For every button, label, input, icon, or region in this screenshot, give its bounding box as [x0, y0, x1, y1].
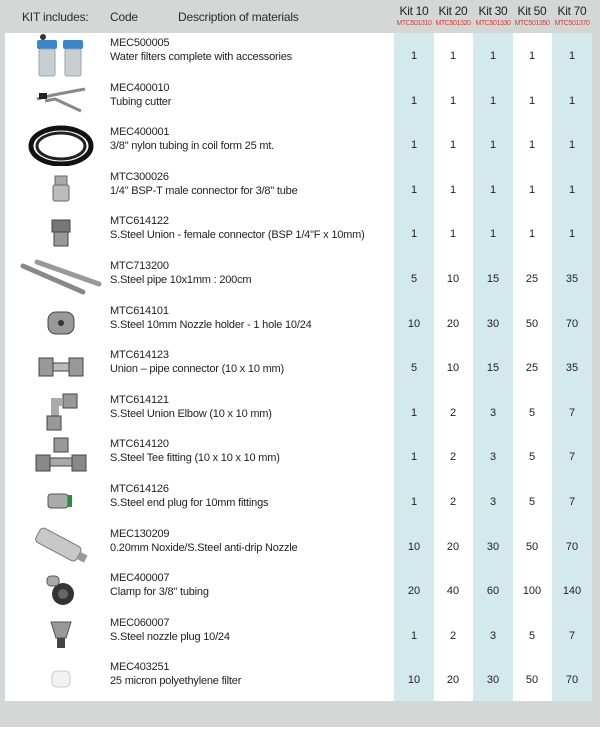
qty-kit-kit-70: 140	[562, 585, 582, 598]
qty-kit-kit-20: 2	[449, 496, 457, 508]
item-description: 0.20mm Noxide/S.Steel anti-drip Nozzle	[110, 541, 298, 554]
item-description: Water filters complete with accessories	[110, 51, 292, 63]
qty-kit-kit-10: 20	[407, 585, 421, 598]
kit-includes-header: KIT includes:	[22, 10, 89, 24]
qty-kit-kit-50: 25	[525, 273, 539, 285]
qty-kit-kit-30: 1	[489, 50, 497, 62]
item-code: MEC400007	[110, 572, 170, 585]
item-description: S.Steel 10mm Nozzle holder - 1 hole 10/24	[110, 318, 312, 331]
qty-kit-kit-70: 1	[568, 183, 576, 196]
item-code: MTC614120	[110, 438, 169, 451]
qty-kit-kit-20: 1	[449, 139, 457, 152]
item-code: MEC400001	[110, 126, 170, 139]
qty-kit-kit-10: 1	[410, 451, 418, 464]
qty-kit-kit-20: 10	[446, 273, 460, 285]
qty-kit-kit-30: 15	[486, 362, 500, 375]
kit-70-header: Kit 70	[557, 4, 587, 18]
qty-kit-kit-10: 5	[410, 273, 418, 285]
qty-kit-kit-30: 3	[489, 496, 497, 508]
qty-kit-kit-30: 3	[489, 451, 497, 464]
polyethylene-filter-icon	[13, 657, 109, 701]
qty-kit-kit-10: 1	[410, 629, 418, 642]
male-connector-icon	[13, 167, 109, 211]
table-row	[5, 524, 592, 569]
table-row	[5, 434, 592, 479]
qty-kit-kit-50: 1	[528, 183, 536, 196]
item-description: Tubing cutter	[110, 95, 172, 108]
qty-kit-kit-20: 1	[449, 50, 457, 62]
item-code: MTC614122	[110, 215, 169, 228]
kit-10-code: MTC501310	[396, 20, 432, 27]
item-code: MTC300026	[110, 170, 169, 183]
qty-kit-kit-70: 1	[568, 94, 576, 107]
qty-kit-kit-50: 50	[525, 540, 539, 553]
description-header: Description of materials	[178, 10, 299, 24]
qty-kit-kit-30: 60	[486, 585, 500, 598]
union-elbow-icon	[13, 390, 109, 434]
anti-drip-nozzle-icon	[13, 524, 109, 568]
kit-20-header: Kit 20	[438, 4, 468, 18]
steel-pipe-icon	[13, 256, 109, 300]
table-row	[5, 122, 592, 167]
item-code: MEC130209	[110, 527, 170, 540]
code-header: Code	[110, 10, 138, 24]
qty-kit-kit-70: 70	[565, 540, 579, 553]
item-code: MEC060007	[110, 616, 170, 629]
item-description: S.Steel Union Elbow (10 x 10 mm)	[110, 407, 272, 420]
qty-kit-kit-20: 40	[446, 585, 460, 598]
qty-kit-kit-20: 2	[449, 406, 457, 419]
qty-kit-kit-20: 2	[449, 451, 457, 464]
qty-kit-kit-10: 1	[410, 496, 418, 508]
qty-kit-kit-10: 5	[410, 362, 418, 375]
qty-kit-kit-70: 1	[568, 139, 576, 152]
qty-kit-kit-50: 100	[522, 585, 542, 598]
qty-kit-kit-70: 70	[565, 317, 579, 330]
qty-kit-kit-20: 20	[446, 674, 460, 687]
qty-kit-kit-70: 7	[568, 629, 576, 642]
qty-kit-kit-10: 1	[410, 406, 418, 419]
qty-kit-kit-30: 1	[489, 94, 497, 107]
qty-kit-kit-10: 1	[410, 139, 418, 152]
table-row	[5, 345, 592, 390]
kit-20-code: MTC501320	[435, 20, 471, 27]
nylon-tubing-coil-icon	[13, 122, 109, 166]
water-filters-icon	[13, 33, 109, 77]
nozzle-plug-icon	[13, 613, 109, 657]
item-description: 3/8" nylon tubing in coil form 25 mt.	[110, 140, 275, 153]
table-row	[5, 33, 592, 78]
table-row	[5, 167, 592, 212]
qty-kit-kit-50: 1	[528, 50, 536, 62]
item-description: S.Steel Tee fitting (10 x 10 x 10 mm)	[110, 452, 280, 465]
kit-50-header: Kit 50	[517, 4, 547, 18]
item-code: MTC614123	[110, 349, 169, 362]
qty-kit-kit-30: 1	[489, 228, 497, 241]
table-row	[5, 657, 592, 702]
item-description: S.Steel end plug for 10mm fittings	[110, 497, 269, 509]
qty-kit-kit-30: 30	[486, 317, 500, 330]
qty-kit-kit-30: 30	[486, 674, 500, 687]
end-plug-icon	[13, 479, 109, 523]
qty-kit-kit-10: 1	[410, 94, 418, 107]
table-row	[5, 301, 592, 346]
item-code: MEC500005	[110, 37, 170, 49]
item-description: S.Steel Union - female connector (BSP 1/4"F x 10mm)	[110, 229, 365, 242]
item-code: MEC403251	[110, 661, 170, 674]
qty-kit-kit-20: 20	[446, 540, 460, 553]
kit-50-code: MTC501350	[514, 20, 550, 27]
qty-kit-kit-20: 20	[446, 317, 460, 330]
qty-kit-kit-50: 1	[528, 228, 536, 241]
qty-kit-kit-50: 25	[525, 362, 539, 375]
qty-kit-kit-10: 10	[407, 540, 421, 553]
qty-kit-kit-30: 30	[486, 540, 500, 553]
table-row	[5, 211, 592, 256]
item-code: MTC614121	[110, 393, 169, 406]
kit-10-header: Kit 10	[399, 4, 429, 18]
qty-kit-kit-10: 1	[410, 50, 418, 62]
table-row	[5, 568, 592, 613]
item-description: S.Steel pipe 10x1mm : 200cm	[110, 274, 252, 286]
table-row	[5, 390, 592, 435]
qty-kit-kit-70: 1	[568, 228, 576, 241]
union-connector-icon	[13, 345, 109, 389]
qty-kit-kit-50: 1	[528, 94, 536, 107]
qty-kit-kit-70: 1	[568, 50, 576, 62]
kit-30-code: MTC501330	[475, 20, 511, 27]
table-header	[0, 0, 600, 33]
qty-kit-kit-30: 3	[489, 406, 497, 419]
qty-kit-kit-10: 1	[410, 228, 418, 241]
qty-kit-kit-50: 1	[528, 139, 536, 152]
qty-kit-kit-10: 1	[410, 183, 418, 196]
qty-kit-kit-30: 15	[486, 273, 500, 285]
qty-kit-kit-70: 7	[568, 496, 576, 508]
qty-kit-kit-50: 5	[528, 629, 536, 642]
item-code: MTC713200	[110, 260, 169, 272]
qty-kit-kit-50: 5	[528, 451, 536, 464]
item-description: 25 micron polyethylene filter	[110, 675, 242, 688]
table-row	[5, 479, 592, 524]
kit-30-header: Kit 30	[478, 4, 508, 18]
item-description: Union – pipe connector (10 x 10 mm)	[110, 363, 284, 376]
qty-kit-kit-50: 5	[528, 406, 536, 419]
qty-kit-kit-70: 7	[568, 451, 576, 464]
table-row	[5, 613, 592, 658]
female-connector-icon	[13, 211, 109, 255]
nozzle-holder-icon	[13, 301, 109, 345]
item-code: MTC614126	[110, 483, 169, 495]
qty-kit-kit-70: 35	[565, 362, 579, 375]
qty-kit-kit-20: 2	[449, 629, 457, 642]
item-description: 1/4" BSP-T male connector for 3/8" tube	[110, 184, 298, 197]
table-row	[5, 78, 592, 123]
qty-kit-kit-70: 70	[565, 674, 579, 687]
qty-kit-kit-50: 50	[525, 674, 539, 687]
qty-kit-kit-20: 1	[449, 228, 457, 241]
tubing-cutter-icon	[13, 78, 109, 122]
qty-kit-kit-70: 7	[568, 406, 576, 419]
qty-kit-kit-30: 1	[489, 183, 497, 196]
table-row	[5, 256, 592, 301]
tubing-clamp-icon	[13, 568, 109, 612]
qty-kit-kit-50: 5	[528, 496, 536, 508]
qty-kit-kit-20: 1	[449, 94, 457, 107]
tee-fitting-icon	[13, 434, 109, 478]
item-code: MEC400010	[110, 81, 170, 94]
qty-kit-kit-20: 10	[446, 362, 460, 375]
item-description: S.Steel nozzle plug 10/24	[110, 630, 230, 643]
qty-kit-kit-10: 10	[407, 317, 421, 330]
qty-kit-kit-30: 3	[489, 629, 497, 642]
item-description: Clamp for 3/8" tubing	[110, 586, 209, 599]
qty-kit-kit-70: 35	[565, 273, 579, 285]
qty-kit-kit-50: 50	[525, 317, 539, 330]
qty-kit-kit-20: 1	[449, 183, 457, 196]
qty-kit-kit-30: 1	[489, 139, 497, 152]
kit-70-code: MTC501370	[554, 20, 590, 27]
item-code: MTC614101	[110, 304, 169, 317]
qty-kit-kit-10: 10	[407, 674, 421, 687]
